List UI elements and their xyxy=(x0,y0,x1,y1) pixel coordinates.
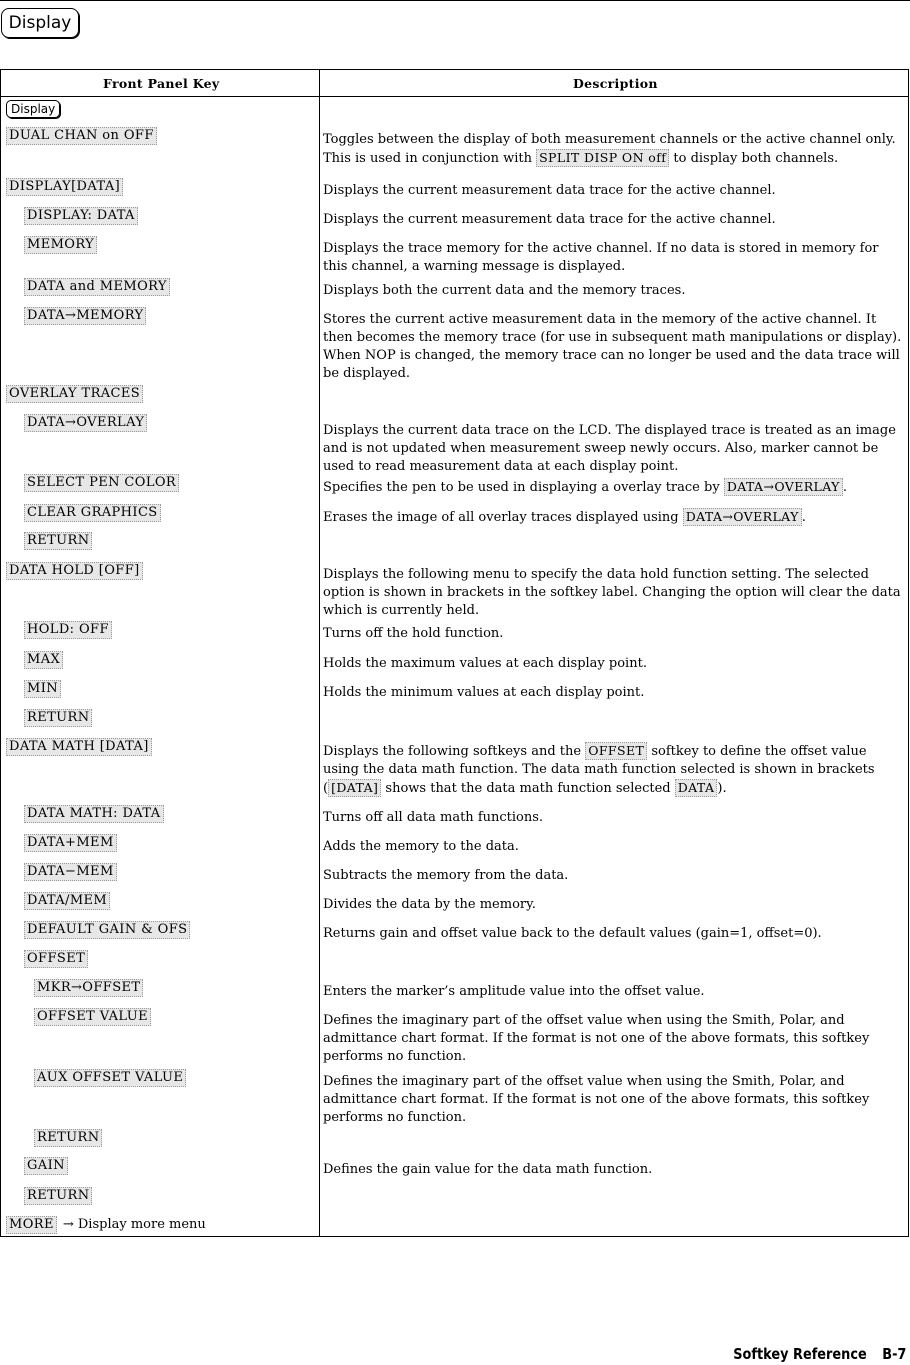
softkey-label[interactable]: HOLD: OFF xyxy=(24,621,112,639)
inline-softkey: DATA→OVERLAY xyxy=(724,478,843,496)
key-cell xyxy=(24,1157,68,1175)
description-cell xyxy=(323,282,909,300)
key-cell xyxy=(34,1129,102,1147)
description-cell xyxy=(323,655,909,673)
description-line: Holds the maximum values at each display point. xyxy=(323,656,647,671)
inline-softkey: OFFSET xyxy=(585,742,647,760)
key-cell xyxy=(6,178,123,196)
description-line: admittance chart format. If the format is not one of the above formats, this softkey xyxy=(323,1031,870,1046)
description-line: using the data math function. The data math function selected is shown in brackets xyxy=(323,762,875,777)
softkey-label[interactable]: DATA→MEMORY xyxy=(24,307,146,325)
softkey-label[interactable]: CLEAR GRAPHICS xyxy=(24,504,161,522)
description-cell xyxy=(323,182,909,200)
key-cell xyxy=(24,414,147,432)
description-line: and is not updated when measurement sweep newly occurs. Also, marker cannot be xyxy=(323,441,879,456)
display-hardkey-title: Display xyxy=(1,8,79,38)
description-cell xyxy=(323,311,909,383)
key-cell xyxy=(24,709,92,727)
inline-softkey: DATA→OVERLAY xyxy=(683,508,802,526)
softkey-label[interactable]: DUAL CHAN on OFF xyxy=(6,127,157,145)
key-cell xyxy=(24,680,61,698)
header-description: Description xyxy=(573,76,658,91)
softkey-label[interactable]: DISPLAY: DATA xyxy=(24,207,138,225)
softkey-label[interactable]: MKR→OFFSET xyxy=(34,979,143,997)
column-separator xyxy=(319,70,320,1236)
description-line: which is currently held. xyxy=(323,603,480,618)
description-line: This is used in conjunction with SPLIT DISP ON off to display both channels. xyxy=(323,150,839,166)
description-line: Displays the current data trace on the LCD. The displayed trace is treated as an image xyxy=(323,423,896,438)
softkey-label[interactable]: RETURN xyxy=(24,532,92,550)
footer-section: Softkey Reference xyxy=(732,1345,867,1363)
softkey-table xyxy=(0,69,909,1237)
description-cell xyxy=(323,1161,909,1179)
description-cell xyxy=(323,625,909,643)
key-cell xyxy=(24,307,146,325)
page-footer xyxy=(733,1345,906,1363)
softkey-label[interactable]: MORE xyxy=(6,1216,57,1234)
inline-softkey: SPLIT DISP ON off xyxy=(536,149,669,167)
description-line: Toggles between the display of both measurement channels or the active channel only. xyxy=(323,132,896,147)
description-cell xyxy=(323,809,909,827)
description-cell xyxy=(323,1073,909,1127)
softkey-label[interactable]: DATA−MEM xyxy=(24,863,117,881)
description-cell xyxy=(323,240,909,276)
description-cell xyxy=(323,742,909,798)
description-cell xyxy=(323,422,909,476)
key-cell xyxy=(34,1069,186,1087)
description-line: Displays the current measurement data trace for the active channel. xyxy=(323,212,776,227)
softkey-label[interactable]: AUX OFFSET VALUE xyxy=(34,1069,186,1087)
softkey-label[interactable]: RETURN xyxy=(34,1129,102,1147)
softkey-label[interactable]: DATA and MEMORY xyxy=(24,278,170,296)
softkey-label[interactable]: DISPLAY[DATA] xyxy=(6,178,123,196)
key-cell xyxy=(24,236,97,254)
key-cell xyxy=(6,1216,206,1234)
softkey-label[interactable]: DATA+MEM xyxy=(24,834,117,852)
key-cell xyxy=(6,385,143,403)
description-cell xyxy=(323,478,909,497)
description-line: Defines the imaginary part of the offset value when using the Smith, Polar, and xyxy=(323,1013,845,1028)
description-line: performs no function. xyxy=(323,1049,467,1064)
key-cell xyxy=(24,504,161,522)
description-line: Stores the current active measurement data in the memory of the active channel. It xyxy=(323,312,877,327)
key-cell xyxy=(24,892,110,910)
key-cell xyxy=(24,207,138,225)
softkey-label[interactable]: OFFSET xyxy=(24,950,88,968)
footer-page-number: B-7 xyxy=(881,1345,906,1363)
softkey-label[interactable]: RETURN xyxy=(24,1187,92,1205)
key-cell xyxy=(6,100,60,118)
key-cell xyxy=(24,532,92,550)
description-line: Displays both the current data and the memory traces. xyxy=(323,283,686,298)
description-cell xyxy=(323,566,909,620)
key-note: → Display more menu xyxy=(62,1217,206,1232)
description-line: When NOP is changed, the memory trace can no longer be used and the data trace will xyxy=(323,348,900,363)
key-cell xyxy=(24,921,190,939)
key-cell xyxy=(6,127,157,145)
header-front-panel-key: Front Panel Key xyxy=(103,76,220,91)
key-cell xyxy=(24,474,179,492)
description-line: Returns gain and offset value back to the default values (gain=1, offset=0). xyxy=(323,926,822,941)
description-line: Displays the current measurement data trace for the active channel. xyxy=(323,183,776,198)
description-cell xyxy=(323,867,909,885)
softkey-label[interactable]: MEMORY xyxy=(24,236,97,254)
table-header xyxy=(1,70,908,97)
description-line: Specifies the pen to be used in displaying a overlay trace by DATA→OVERLAY . xyxy=(323,479,847,495)
softkey-label[interactable]: MAX xyxy=(24,651,63,669)
description-line: admittance chart format. If the format is not one of the above formats, this softkey xyxy=(323,1092,870,1107)
key-cell xyxy=(24,1187,92,1205)
softkey-label[interactable]: DATA→OVERLAY xyxy=(24,414,147,432)
description-line: Defines the imaginary part of the offset value when using the Smith, Polar, and xyxy=(323,1074,845,1089)
key-cell xyxy=(24,950,88,968)
description-cell xyxy=(323,131,909,168)
description-cell xyxy=(323,508,909,527)
description-line: Turns off the hold function. xyxy=(323,626,504,641)
softkey-label[interactable]: GAIN xyxy=(24,1157,68,1175)
inline-softkey: [DATA] xyxy=(328,779,381,797)
description-line: Displays the following softkeys and the OFFSET softkey to define the offset value xyxy=(323,743,867,759)
description-line: Displays the trace memory for the active channel. If no data is stored in memory for xyxy=(323,241,879,256)
key-cell xyxy=(24,278,170,296)
key-cell xyxy=(6,562,143,580)
softkey-label[interactable]: DATA HOLD [OFF] xyxy=(6,562,143,580)
description-cell xyxy=(323,983,909,1001)
softkey-label[interactable]: DEFAULT GAIN & OFS xyxy=(24,921,190,939)
key-cell xyxy=(24,651,63,669)
key-cell xyxy=(6,738,152,756)
description-line: Defines the gain value for the data math function. xyxy=(323,1162,653,1177)
description-line: be displayed. xyxy=(323,366,411,381)
key-cell xyxy=(34,1008,151,1026)
softkey-label[interactable]: DATA MATH: DATA xyxy=(24,805,164,823)
softkey-label[interactable]: OFFSET VALUE xyxy=(34,1008,151,1026)
description-line: Divides the data by the memory. xyxy=(323,897,536,912)
description-line: option is shown in brackets in the softkey label. Changing the option will clear the data xyxy=(323,585,901,600)
inline-softkey: DATA xyxy=(675,779,718,797)
description-line: Adds the memory to the data. xyxy=(323,839,519,854)
description-cell xyxy=(323,925,909,943)
description-cell xyxy=(323,211,909,229)
softkey-label[interactable]: DATA/MEM xyxy=(24,892,110,910)
description-cell xyxy=(323,896,909,914)
description-line: used to read measurement data at each display point. xyxy=(323,459,679,474)
description-line: this channel, a warning message is displayed. xyxy=(323,259,626,274)
description-cell xyxy=(323,838,909,856)
key-cell xyxy=(24,621,112,639)
description-line: Holds the minimum values at each display point. xyxy=(323,685,645,700)
description-cell xyxy=(323,684,909,702)
softkey-label[interactable]: SELECT PEN COLOR xyxy=(24,474,179,492)
key-cell xyxy=(24,834,117,852)
description-line: Displays the following menu to specify the data hold function setting. The selected xyxy=(323,567,869,582)
description-cell xyxy=(323,1012,909,1066)
key-cell xyxy=(24,863,117,881)
hardkey-label[interactable]: Display xyxy=(6,100,60,118)
description-line: Subtracts the memory from the data. xyxy=(323,868,569,883)
description-line: then becomes the memory trace (for use in subsequent math manipulations or display). xyxy=(323,330,902,345)
description-line: Turns off all data math functions. xyxy=(323,810,544,825)
softkey-label[interactable]: DATA MATH [DATA] xyxy=(6,738,152,756)
softkey-label[interactable]: RETURN xyxy=(24,709,92,727)
description-line: Enters the marker’s amplitude value into the offset value. xyxy=(323,984,705,999)
description-line: ( [DATA] shows that the data math function selected DATA ). xyxy=(323,780,727,796)
top-rule xyxy=(0,0,910,1)
softkey-label[interactable]: OVERLAY TRACES xyxy=(6,385,143,403)
description-line: performs no function. xyxy=(323,1110,467,1125)
description-line: Erases the image of all overlay traces displayed using DATA→OVERLAY . xyxy=(323,509,806,525)
softkey-label[interactable]: MIN xyxy=(24,680,61,698)
key-cell xyxy=(34,979,143,997)
key-cell xyxy=(24,805,164,823)
